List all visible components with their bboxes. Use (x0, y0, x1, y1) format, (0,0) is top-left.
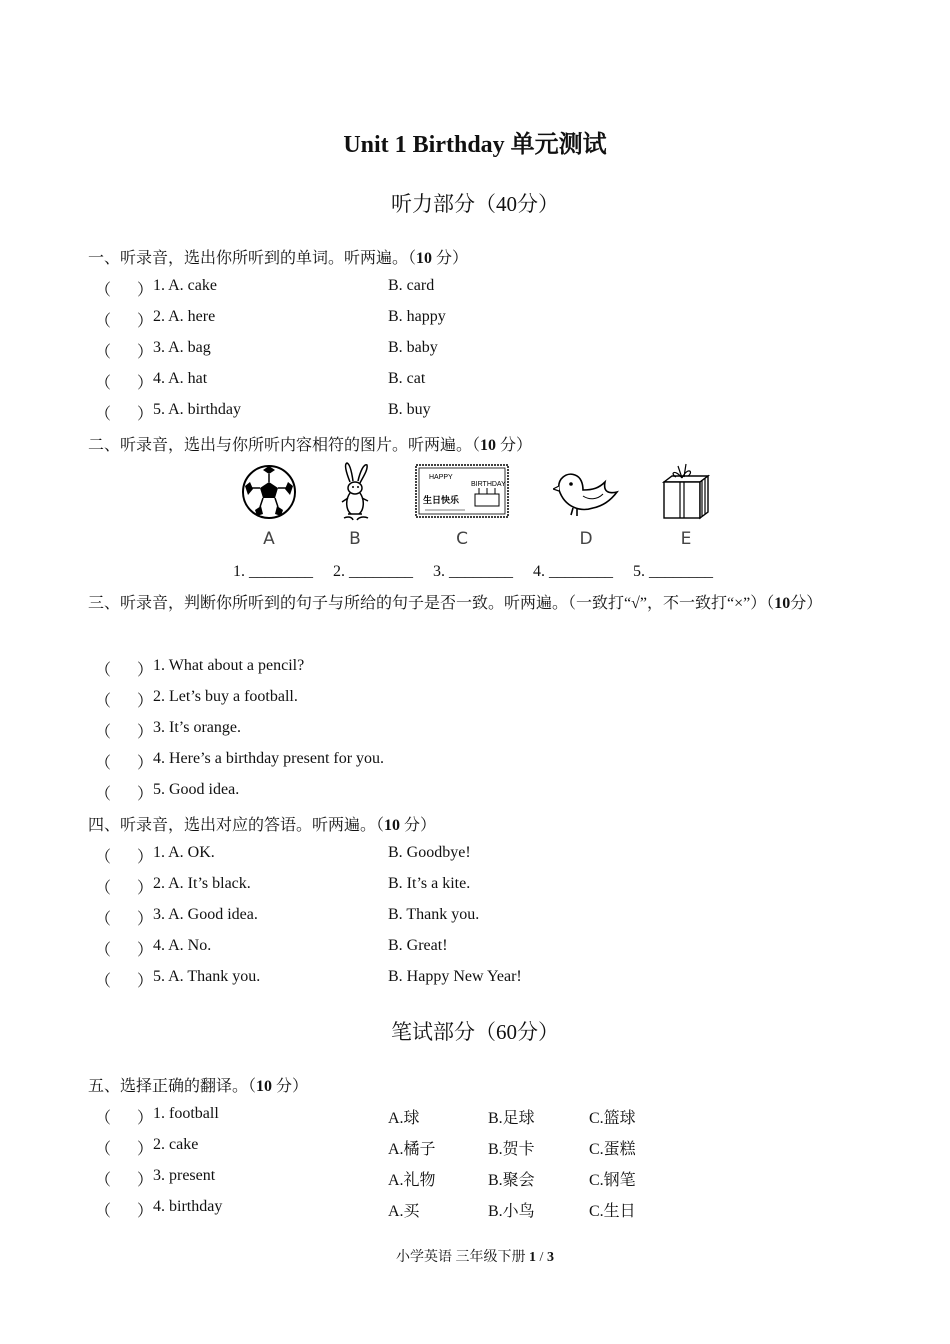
question-text: 3. present (153, 1167, 216, 1184)
svg-text:HAPPY: HAPPY (429, 474, 453, 481)
question-row (95, 1136, 855, 1160)
question-text: 4. Here’s a birthday present for you. (153, 750, 385, 767)
answer-paren-close: ） (137, 911, 154, 928)
answer-paren-close: ） (137, 973, 154, 990)
answer-paren-close: ） (137, 1110, 154, 1127)
answer-paren-open[interactable]: （ (95, 755, 112, 772)
option-b: B. It’s a kite. (388, 875, 471, 892)
answer-paren-close: ） (137, 724, 154, 741)
option-b: B. Thank you. (388, 906, 480, 923)
answer-paren-open[interactable]: （ (95, 786, 112, 803)
option-c: C.生日 (589, 1203, 636, 1220)
question-text: 2. A. It’s black. (153, 875, 251, 892)
question-row (95, 1198, 855, 1222)
answer-paren-close: ） (137, 1141, 154, 1158)
question-text: 5. A. Thank you. (153, 968, 261, 985)
question-row (95, 968, 855, 992)
answer-paren-open[interactable]: （ (95, 1203, 112, 1220)
option-b: B. Happy New Year! (388, 968, 522, 985)
question-row (95, 937, 855, 961)
rabbit-icon (336, 462, 374, 522)
option-b: B. baby (388, 339, 438, 356)
answer-paren-close: ） (137, 313, 154, 330)
question-text: 3. A. Good idea. (153, 906, 258, 923)
picture-label-b: B (349, 529, 361, 549)
option-b: B. cat (388, 370, 426, 387)
option-c: C.篮球 (589, 1110, 636, 1127)
svg-text:生日快乐: 生日快乐 (423, 496, 460, 506)
option-a: A.买 (388, 1203, 420, 1220)
question-row (95, 277, 855, 301)
answer-blank[interactable]: 4. ________ (533, 563, 613, 580)
answer-blank[interactable]: 3. ________ (433, 563, 513, 580)
question-row (95, 1167, 855, 1191)
question-row (95, 875, 855, 899)
question-row (95, 1105, 855, 1129)
section-3-heading: 三、听录音，判断你所听到的句子与所给的句子是否一致。听两遍。（一致打“√”，不一致打“×”）（10分） (88, 595, 823, 612)
question-row (95, 370, 855, 394)
question-text: 1. A. OK. (153, 844, 215, 861)
answer-paren-close: ） (137, 693, 154, 710)
answer-paren-open[interactable]: （ (95, 724, 112, 741)
answer-paren-open[interactable]: （ (95, 1172, 112, 1189)
section-4-heading: 四、听录音，选出对应的答语。听两遍。（10 分） (88, 817, 437, 834)
answer-paren-close: ） (137, 880, 154, 897)
question-text: 5. A. birthday (153, 401, 241, 418)
option-b: B. buy (388, 401, 431, 418)
question-text: 2. cake (153, 1136, 199, 1153)
option-b: B.贺卡 (488, 1141, 535, 1158)
question-row (95, 339, 855, 363)
picture-label-d: D (579, 529, 593, 549)
question-text: 1. What about a pencil? (153, 657, 305, 674)
question-text: 4. A. No. (153, 937, 212, 954)
question-text: 1. football (153, 1105, 219, 1122)
option-b: B.小鸟 (488, 1203, 535, 1220)
option-c: C.蛋糕 (589, 1141, 636, 1158)
answer-paren-open[interactable]: （ (95, 282, 112, 299)
listening-part-title: 听力部分（40分） (391, 192, 559, 216)
answer-blank[interactable]: 2. ________ (333, 563, 413, 580)
option-a: A.球 (388, 1110, 420, 1127)
question-text: 5. Good idea. (153, 781, 240, 798)
answer-paren-open[interactable]: （ (95, 344, 112, 361)
answer-paren-open[interactable]: （ (95, 693, 112, 710)
question-row (95, 657, 855, 681)
answer-paren-open[interactable]: （ (95, 973, 112, 990)
option-b: B. card (388, 277, 435, 294)
answer-paren-open[interactable]: （ (95, 911, 112, 928)
football-icon (241, 462, 297, 520)
picture-label-a: A (263, 529, 275, 549)
answer-paren-open[interactable]: （ (95, 375, 112, 392)
answer-paren-close: ） (137, 375, 154, 392)
answer-blank[interactable]: 1. ________ (233, 563, 313, 580)
gift-box-icon (660, 462, 712, 520)
option-a: A.礼物 (388, 1172, 436, 1189)
answer-paren-open[interactable]: （ (95, 313, 112, 330)
answer-blanks (233, 563, 713, 581)
bird-icon (553, 462, 619, 520)
answer-paren-open[interactable]: （ (95, 406, 112, 423)
question-text: 4. birthday (153, 1198, 223, 1215)
answer-paren-close: ） (137, 849, 154, 866)
picture-label-e: E (680, 529, 692, 549)
section-5-heading: 五、选择正确的翻译。（10 分） (88, 1078, 309, 1095)
birthday-card-icon (415, 462, 509, 520)
answer-paren-close: ） (137, 942, 154, 959)
question-text: 3. It’s orange. (153, 719, 241, 736)
answer-paren-close: ） (137, 755, 154, 772)
page-footer: 小学英语 三年级下册 1 / 3 (396, 1250, 554, 1265)
answer-paren-close: ） (137, 282, 154, 299)
answer-paren-close: ） (137, 344, 154, 361)
option-b: B. happy (388, 308, 446, 325)
answer-paren-close: ） (137, 1203, 154, 1220)
section-1-heading: 一、听录音，选出你所听到的单词。听两遍。（10 分） (88, 250, 469, 267)
question-row (95, 906, 855, 930)
option-c: C.钢笔 (589, 1172, 636, 1189)
question-row (95, 719, 855, 743)
question-row (95, 401, 855, 425)
answer-paren-close: ） (137, 406, 154, 423)
question-text: 1. A. cake (153, 277, 217, 294)
answer-paren-open[interactable]: （ (95, 1110, 112, 1127)
answer-paren-close: ） (137, 1172, 154, 1189)
option-b: B.聚会 (488, 1172, 535, 1189)
picture-label-c: C (456, 529, 468, 549)
question-row (95, 781, 855, 805)
option-b: B. Goodbye! (388, 844, 471, 861)
question-text: 2. Let’s buy a football. (153, 688, 298, 705)
answer-paren-open[interactable]: （ (95, 942, 112, 959)
option-a: A.橘子 (388, 1141, 436, 1158)
page-title: Unit 1 Birthday 单元测试 (343, 132, 607, 158)
answer-paren-open[interactable]: （ (95, 1141, 112, 1158)
question-row (95, 750, 855, 774)
question-row (95, 688, 855, 712)
answer-paren-close: ） (137, 662, 154, 679)
answer-blank[interactable]: 5. ________ (633, 563, 713, 580)
answer-paren-open[interactable]: （ (95, 880, 112, 897)
question-row (95, 844, 855, 868)
option-b: B.足球 (488, 1110, 535, 1127)
section-2-heading: 二、听录音，选出与你所听内容相符的图片。听两遍。（10 分） (88, 437, 533, 454)
question-text: 2. A. here (153, 308, 216, 325)
answer-paren-close: ） (137, 786, 154, 803)
option-b: B. Great! (388, 937, 448, 954)
question-row (95, 308, 855, 332)
answer-paren-open[interactable]: （ (95, 662, 112, 679)
question-text: 3. A. bag (153, 339, 211, 356)
svg-text:BIRTHDAY: BIRTHDAY (471, 481, 506, 488)
writing-part-title: 笔试部分（60分） (391, 1020, 559, 1044)
answer-paren-open[interactable]: （ (95, 849, 112, 866)
question-text: 4. A. hat (153, 370, 208, 387)
